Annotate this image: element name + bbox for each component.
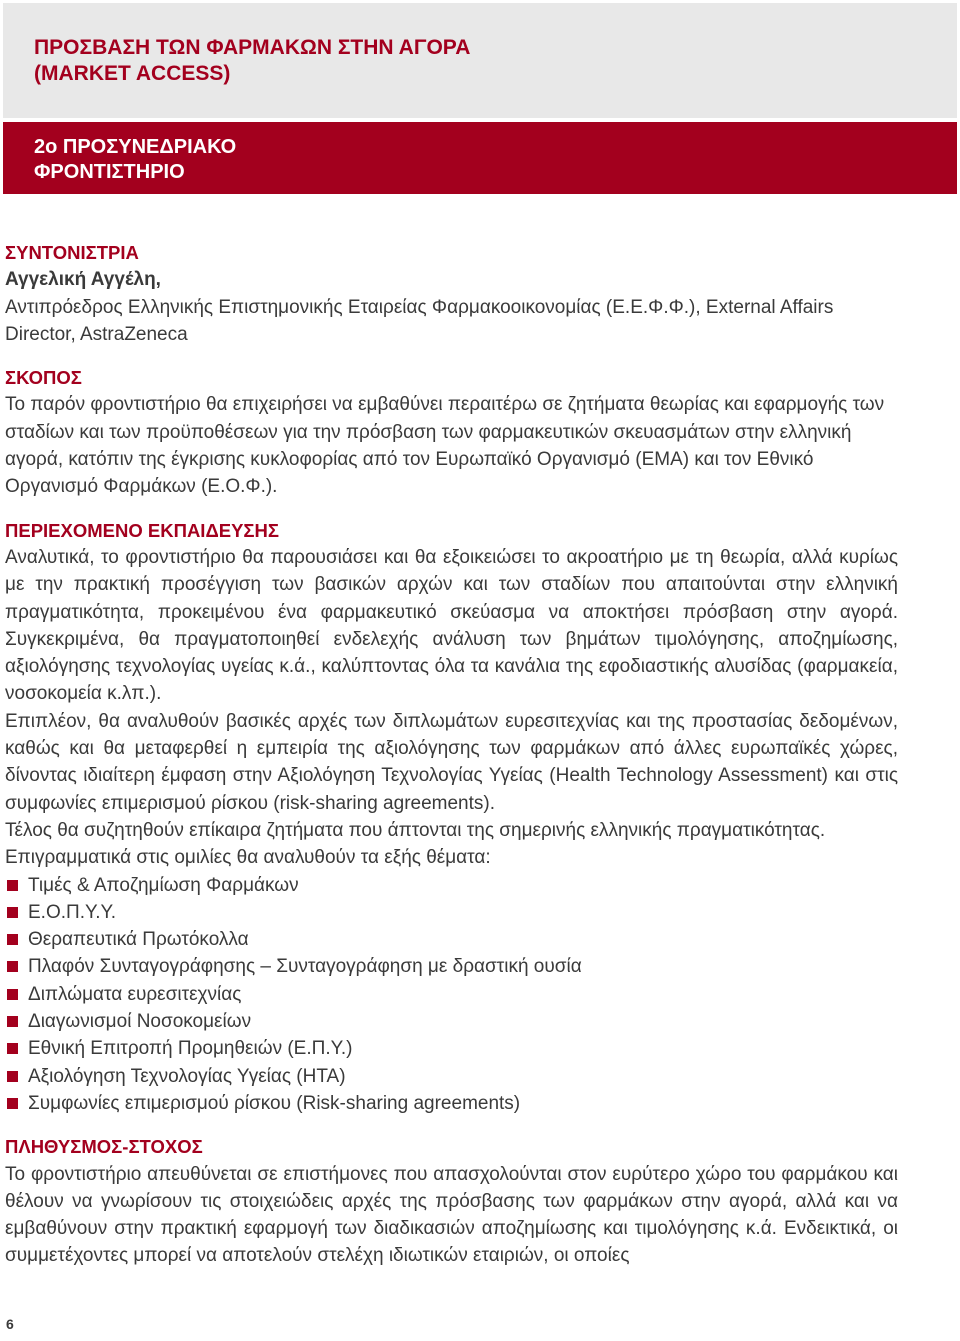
square-bullet-icon (7, 1098, 18, 1109)
list-item (5, 1035, 898, 1062)
list-item (5, 953, 898, 980)
coordinator-heading: ΣΥΝΤΟΝΙΣΤΡΙΑ (5, 242, 139, 263)
topic-label: Διαγωνισμοί Νοσοκομείων (28, 1011, 252, 1033)
target-heading: ΠΛΗΘΥΣΜΟΣ-ΣΤΟΧΟΣ (5, 1136, 203, 1158)
topic-label: Εθνική Επιτροπή Προμηθειών (Ε.Π.Υ.) (28, 1038, 353, 1060)
topic-label: Συμφωνίες επιμερισμού ρίσκου (Risk-sharing agreements) (28, 1092, 521, 1114)
subtitle-band (3, 122, 957, 194)
coordinator-section (5, 239, 898, 348)
coordinator-role: Αντιπρόεδρος Ελληνικής Επιστημονικής Εταιρείας Φαρμακοοικονομίας (Ε.Ε.Φ.Φ.), External Affairs Director, AstraZeneca (5, 296, 834, 345)
topic-label: Τιμές & Αποζημίωση Φαρμάκων (28, 874, 299, 896)
content-heading: ΠΕΡΙΕΧΟΜΕΝΟ ΕΚΠΑΙΔΕΥΣΗΣ (5, 519, 279, 541)
topic-label: Αξιολόγηση Τεχνολογίας Υγείας (HTA) (28, 1065, 346, 1087)
target-section (5, 1133, 898, 1269)
title-band (3, 3, 957, 118)
topic-label: Διπλώματα ευρεσιτεχνίας (28, 983, 242, 1005)
list-item (5, 926, 898, 953)
square-bullet-icon (7, 989, 18, 1000)
content-paragraph-1: Αναλυτικά, το φροντιστήριο θα παρουσιάσει και θα εξοικειώσει το ακροατήριο με τη θεωρία, αλλά κυρίως με την πρακτική προσέγγιση των βασικών αρχών και των σταδίων που απαιτούνται στην ελληνική πραγματικότητα, προκειμένου ένα φαρμακευτικό σκεύασμα να αποκτήσει πρόσβαση στην αγορά. Συγκεκριμένα, θα πραγματοποιηθεί ενδελεχής ανάλυση των βημάτων τιμολόγησης, αποζημίωσης, αξιολόγησης τεχνολογίας υγείας κ.ά., καλύπτοντας όλα τα κανάλια της εφοδιαστικής αλυσίδας (φαρμακεία, νοσοκομεία κ.λπ.). (5, 546, 898, 705)
topic-label: Ε.Ο.Π.Υ.Υ. (28, 901, 117, 923)
square-bullet-icon (7, 907, 18, 918)
list-item (5, 899, 898, 926)
list-item (5, 872, 898, 899)
list-item (5, 1063, 898, 1090)
coordinator-name: Αγγελική Αγγέλη, (5, 269, 161, 291)
document-body (5, 239, 898, 1270)
topics-list (5, 872, 898, 1118)
square-bullet-icon (7, 934, 18, 945)
square-bullet-icon (7, 880, 18, 891)
page-number: 6 (6, 1316, 14, 1332)
purpose-text: Το παρόν φροντιστήριο θα επιχειρήσει να εμβαθύνει περαιτέρω σε ζητήματα θεωρίας και εφαρμογής των σταδίων και των προϋποθέσεων για την πρόσβαση των φαρμακευτικών σκευασμάτων στην ελληνική αγορά, κατόπιν της έγκρισης κυκλοφορίας από τον Ευρωπαϊκό Οργανισμό (ΕΜΑ) και τον Εθνικό Οργανισμό Φαρμάκων (Ε.Ο.Φ.). (5, 394, 885, 498)
topic-label: Θεραπευτικά Πρωτόκολλα (28, 929, 249, 951)
topic-label: Πλαφόν Συνταγογράφησης – Συνταγογράφηση με δραστική ουσία (28, 956, 582, 978)
list-item (5, 1090, 898, 1117)
page-subtitle: 2ο ΠΡΟΣΥΝΕΔΡΙΑΚΟ ΦΡΟΝΤΙΣΤΗΡΙΟ (34, 136, 237, 183)
list-item (5, 981, 898, 1008)
target-text: Το φροντιστήριο απευθύνεται σε επιστήμονες που απασχολούνται στον ευρύτερο χώρο του φαρμάκου και θέλουν να γνωρίσουν τις στοιχειώδεις αρχές της πρόσβασης των φαρμάκων στην αγορά, αλλά και να εμβαθύνουν στην πρακτική εφαρμογή των διαδικασιών αποζημίωσης και τιμολόγησης κ.ά. Ενδεικτικά, οι συμμετέχοντες μπορεί να αποτελούν στελέχη ιδιωτικών εταιριών, οι οποίες (5, 1163, 898, 1267)
content-paragraph-3: Τέλος θα συζητηθούν επίκαιρα ζητήματα που άπτονται της σημερινής ελληνικής πραγματικότητας. (5, 819, 826, 841)
list-item (5, 1008, 898, 1035)
purpose-heading: ΣΚΟΠΟΣ (5, 367, 82, 389)
topics-intro: Επιγραμματικά στις ομιλίες θα αναλυθούν τα εξής θέματα: (5, 847, 491, 869)
square-bullet-icon (7, 1043, 18, 1054)
purpose-section (5, 364, 898, 500)
square-bullet-icon (7, 961, 18, 972)
content-section (5, 517, 898, 1118)
square-bullet-icon (7, 1016, 18, 1027)
content-paragraph-2: Επιπλέον, θα αναλυθούν βασικές αρχές των διπλωμάτων ευρεσιτεχνίας και της προστασίας δεδομένων, καθώς και θα μεταφερθεί η εμπειρία της αξιολόγησης των φαρμάκων από άλλες ευρωπαϊκές χώρες, δίνοντας ιδιαίτερη έμφαση στην Αξιολόγηση Τεχνολογίας Υγείας (Health Technology Assessment) και στις συμφωνίες επιμερισμού ρίσκου (risk-sharing agreements). (5, 710, 898, 814)
square-bullet-icon (7, 1071, 18, 1082)
page-title: ΠΡΟΣΒΑΣΗ ΤΩΝ ΦΑΡΜΑΚΩΝ ΣΤΗΝ ΑΓΟΡΑ (MARKET ACCESS) (34, 36, 471, 85)
